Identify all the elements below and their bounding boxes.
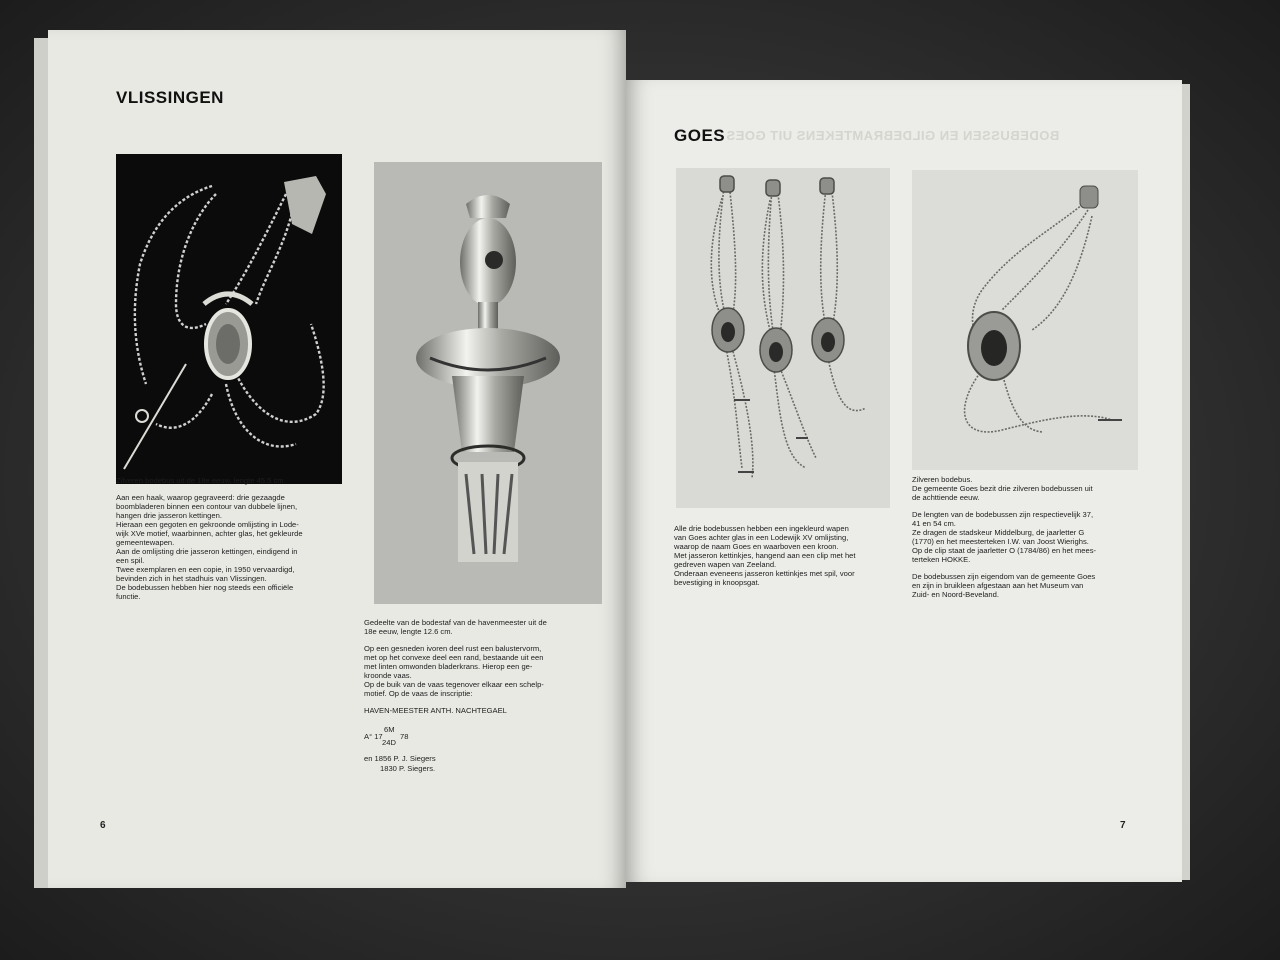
caption-line: hangen drie jasseron kettingen. <box>116 511 222 520</box>
hallmark-a: A° 17 <box>364 732 383 741</box>
caption-bodestaf <box>364 618 604 715</box>
caption-line: met op het convexe deel een rand, bestaande uit een <box>364 653 544 662</box>
caption-goes-single <box>912 475 1142 599</box>
caption-line: bevinden zich in het stadhuis van Vlissingen. <box>116 574 267 583</box>
caption-vlissingen <box>116 476 346 601</box>
caption-line: Ze dragen de stadskeur Middelburg, de jaarletter G <box>912 528 1085 537</box>
maker-line-1: en 1856 P. J. Siegers <box>364 754 436 763</box>
left-page <box>48 30 626 888</box>
caption-title: Zilveren bodebus uit de 18e eeuw, lengte 45.5 cm. <box>116 476 286 485</box>
page-heading: GOES <box>674 126 726 145</box>
caption-line: Op de clip staat de jaarletter O (1784/86) en het mees- <box>912 546 1097 555</box>
photo-goes-three-bodebussen <box>676 168 890 508</box>
caption-line: wijk XVe motief, waarbinnen, achter glas, het gekleurde <box>116 529 303 538</box>
caption-line: Op een gesneden ivoren deel rust een balustervorm, <box>364 644 542 653</box>
caption-line: Aan de omlijsting drie jasseron kettingen, eindigend in <box>116 547 298 556</box>
caption-line: functie. <box>116 592 141 601</box>
page-heading: VLISSINGEN <box>116 88 224 107</box>
caption-line: motief. Op de vaas de inscriptie: <box>364 689 473 698</box>
caption-title: de achttiende eeuw. <box>912 493 980 502</box>
caption-line: boombladeren binnen een contour van dubbele lijnen, <box>116 502 298 511</box>
caption-title: 18e eeuw, lengte 12.6 cm. <box>364 627 453 636</box>
caption-line: een spil. <box>116 556 145 565</box>
caption-line: Aan een haak, waarop gegraveerd: drie gezaagde <box>116 493 285 502</box>
hallmark-bottom: 24D <box>382 738 396 747</box>
caption-title: Zilveren bodebus. <box>912 475 973 484</box>
caption-line: De bodebussen zijn eigendom van de gemeente Goes <box>912 572 1096 581</box>
hallmark-c: 78 <box>400 732 409 741</box>
caption-line: bevestiging in knoopsgat. <box>674 578 760 587</box>
caption-line: van Goes achter glas in een Lodewijk XV omlijsting, <box>674 533 849 542</box>
ghost-print-heading: BODEBUSSEN EN GILDEBRAMTEKENS UIT GOES <box>726 128 1060 143</box>
caption-line: waarop de naam Goes en waarboven een kroon. <box>674 542 839 551</box>
caption-line: De bodebussen hebben hier nog steeds een officiële <box>116 583 294 592</box>
right-page <box>626 80 1182 882</box>
maker-line-2: 1830 P. Siegers. <box>380 764 436 773</box>
caption-title: De gemeente Goes bezit drie zilveren bodebussen uit <box>912 484 1093 493</box>
caption-line: Zuid- en Noord-Beveland. <box>912 590 999 599</box>
inscription-text: HAVEN-MEESTER ANTH. NACHTEGAEL <box>364 706 507 715</box>
caption-line: en zijn in bruikleen afgestaan aan het Museum van <box>912 581 1084 590</box>
photo-vlissingen-bodebus <box>116 154 342 484</box>
caption-line: met linten omwonden bladerkrans. Hierop een ge- <box>364 662 533 671</box>
caption-line: gemeentewapen. <box>116 538 175 547</box>
caption-line: Hieraan een gegoten en gekroonde omlijsting in Lode- <box>116 520 299 529</box>
caption-line: De lengten van de bodebussen zijn respectievelijk 37, <box>912 510 1094 519</box>
photo-goes-single-bodebus <box>912 170 1138 470</box>
caption-line: Onderaan eveneens jasseron kettinkjes met spil, voor <box>674 569 855 578</box>
caption-line: Met jasseron kettinkjes, hangend aan een clip met het <box>674 551 856 560</box>
caption-line: (1770) en het meesterteken I.W. van Joost Wierighs. <box>912 537 1089 546</box>
page-number: 6 <box>100 820 106 831</box>
caption-title: Gedeelte van de bodestaf van de havenmeester uit de <box>364 618 547 627</box>
photo-bodestaf-havenmeester <box>374 162 602 604</box>
caption-line: 41 en 54 cm. <box>912 519 956 528</box>
caption-line: terteken HOKKE. <box>912 555 971 564</box>
caption-line: Alle drie bodebussen hebben een ingekleurd wapen <box>674 524 849 533</box>
hallmark-top: 6M <box>384 725 395 734</box>
caption-line: Twee exemplaren en een copie, in 1950 vervaardigd, <box>116 565 295 574</box>
caption-line: gedreven wapen van Zeeland. <box>674 560 777 569</box>
caption-line: kroonde vaas. <box>364 671 412 680</box>
caption-goes-three <box>674 524 894 587</box>
caption-line: Op de buik van de vaas tegenover elkaar een schelp- <box>364 680 544 689</box>
page-number: 7 <box>1120 820 1126 831</box>
